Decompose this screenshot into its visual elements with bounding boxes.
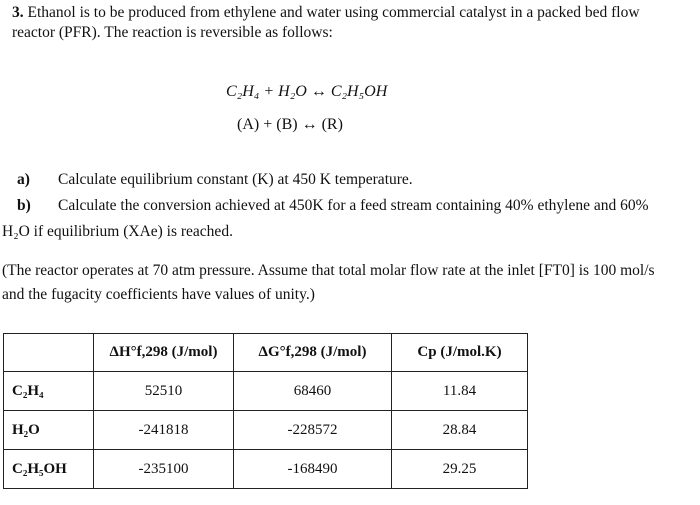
dh-cell: -241818 <box>94 411 234 450</box>
part-a-label: a) <box>17 171 30 188</box>
part-b-continuation: H₂O if equilibrium (XAe) is reached. <box>2 223 233 240</box>
table-header-blank <box>4 334 94 372</box>
reaction-labels: (A) + (B) ↔ (R) <box>237 116 343 133</box>
thermo-properties-table <box>3 333 528 489</box>
part-b-label: b) <box>17 197 31 214</box>
species-cell: C₂H₄ <box>4 372 94 411</box>
table-header-dh: ΔH°f,298 (J/mol) <box>94 334 234 372</box>
dg-cell: -168490 <box>234 450 392 489</box>
table-row <box>4 372 528 411</box>
cp-cell: 11.84 <box>392 372 528 411</box>
species-cell: C₂H₅OH <box>4 450 94 489</box>
dg-cell: 68460 <box>234 372 392 411</box>
problem-number: 3. <box>12 4 24 21</box>
species-cell: H₂O <box>4 411 94 450</box>
table-header-row <box>4 334 528 372</box>
cp-cell: 29.25 <box>392 450 528 489</box>
dh-cell: 52510 <box>94 372 234 411</box>
reaction-equation: C₂H₄ + H₂O ↔ C₂H₅OH <box>226 83 388 100</box>
note-line-1: (The reactor operates at 70 atm pressure. Assume that total molar flow rate at the inlet [FT0] is 100 mol/s <box>2 262 655 279</box>
dg-cell: -228572 <box>234 411 392 450</box>
table-header-dg: ΔG°f,298 (J/mol) <box>234 334 392 372</box>
dh-cell: -235100 <box>94 450 234 489</box>
intro-line-1 <box>12 4 640 22</box>
table-header-cp: Cp (J/mol.K) <box>392 334 528 372</box>
cp-cell: 28.84 <box>392 411 528 450</box>
intro-line-2: reactor (PFR). The reaction is reversible as follows: <box>12 24 333 41</box>
part-a-text: Calculate equilibrium constant (K) at 450 K temperature. <box>58 171 413 188</box>
table-row <box>4 450 528 489</box>
part-b-text: Calculate the conversion achieved at 450K for a feed stream containing 40% ethylene and 60% <box>58 197 649 214</box>
intro-text-1: Ethanol is to be produced from ethylene and water using commercial catalyst in a packed bed flow <box>27 4 640 21</box>
note-line-2: and the fugacity coefficients have values of unity.) <box>2 286 315 303</box>
table-row <box>4 411 528 450</box>
